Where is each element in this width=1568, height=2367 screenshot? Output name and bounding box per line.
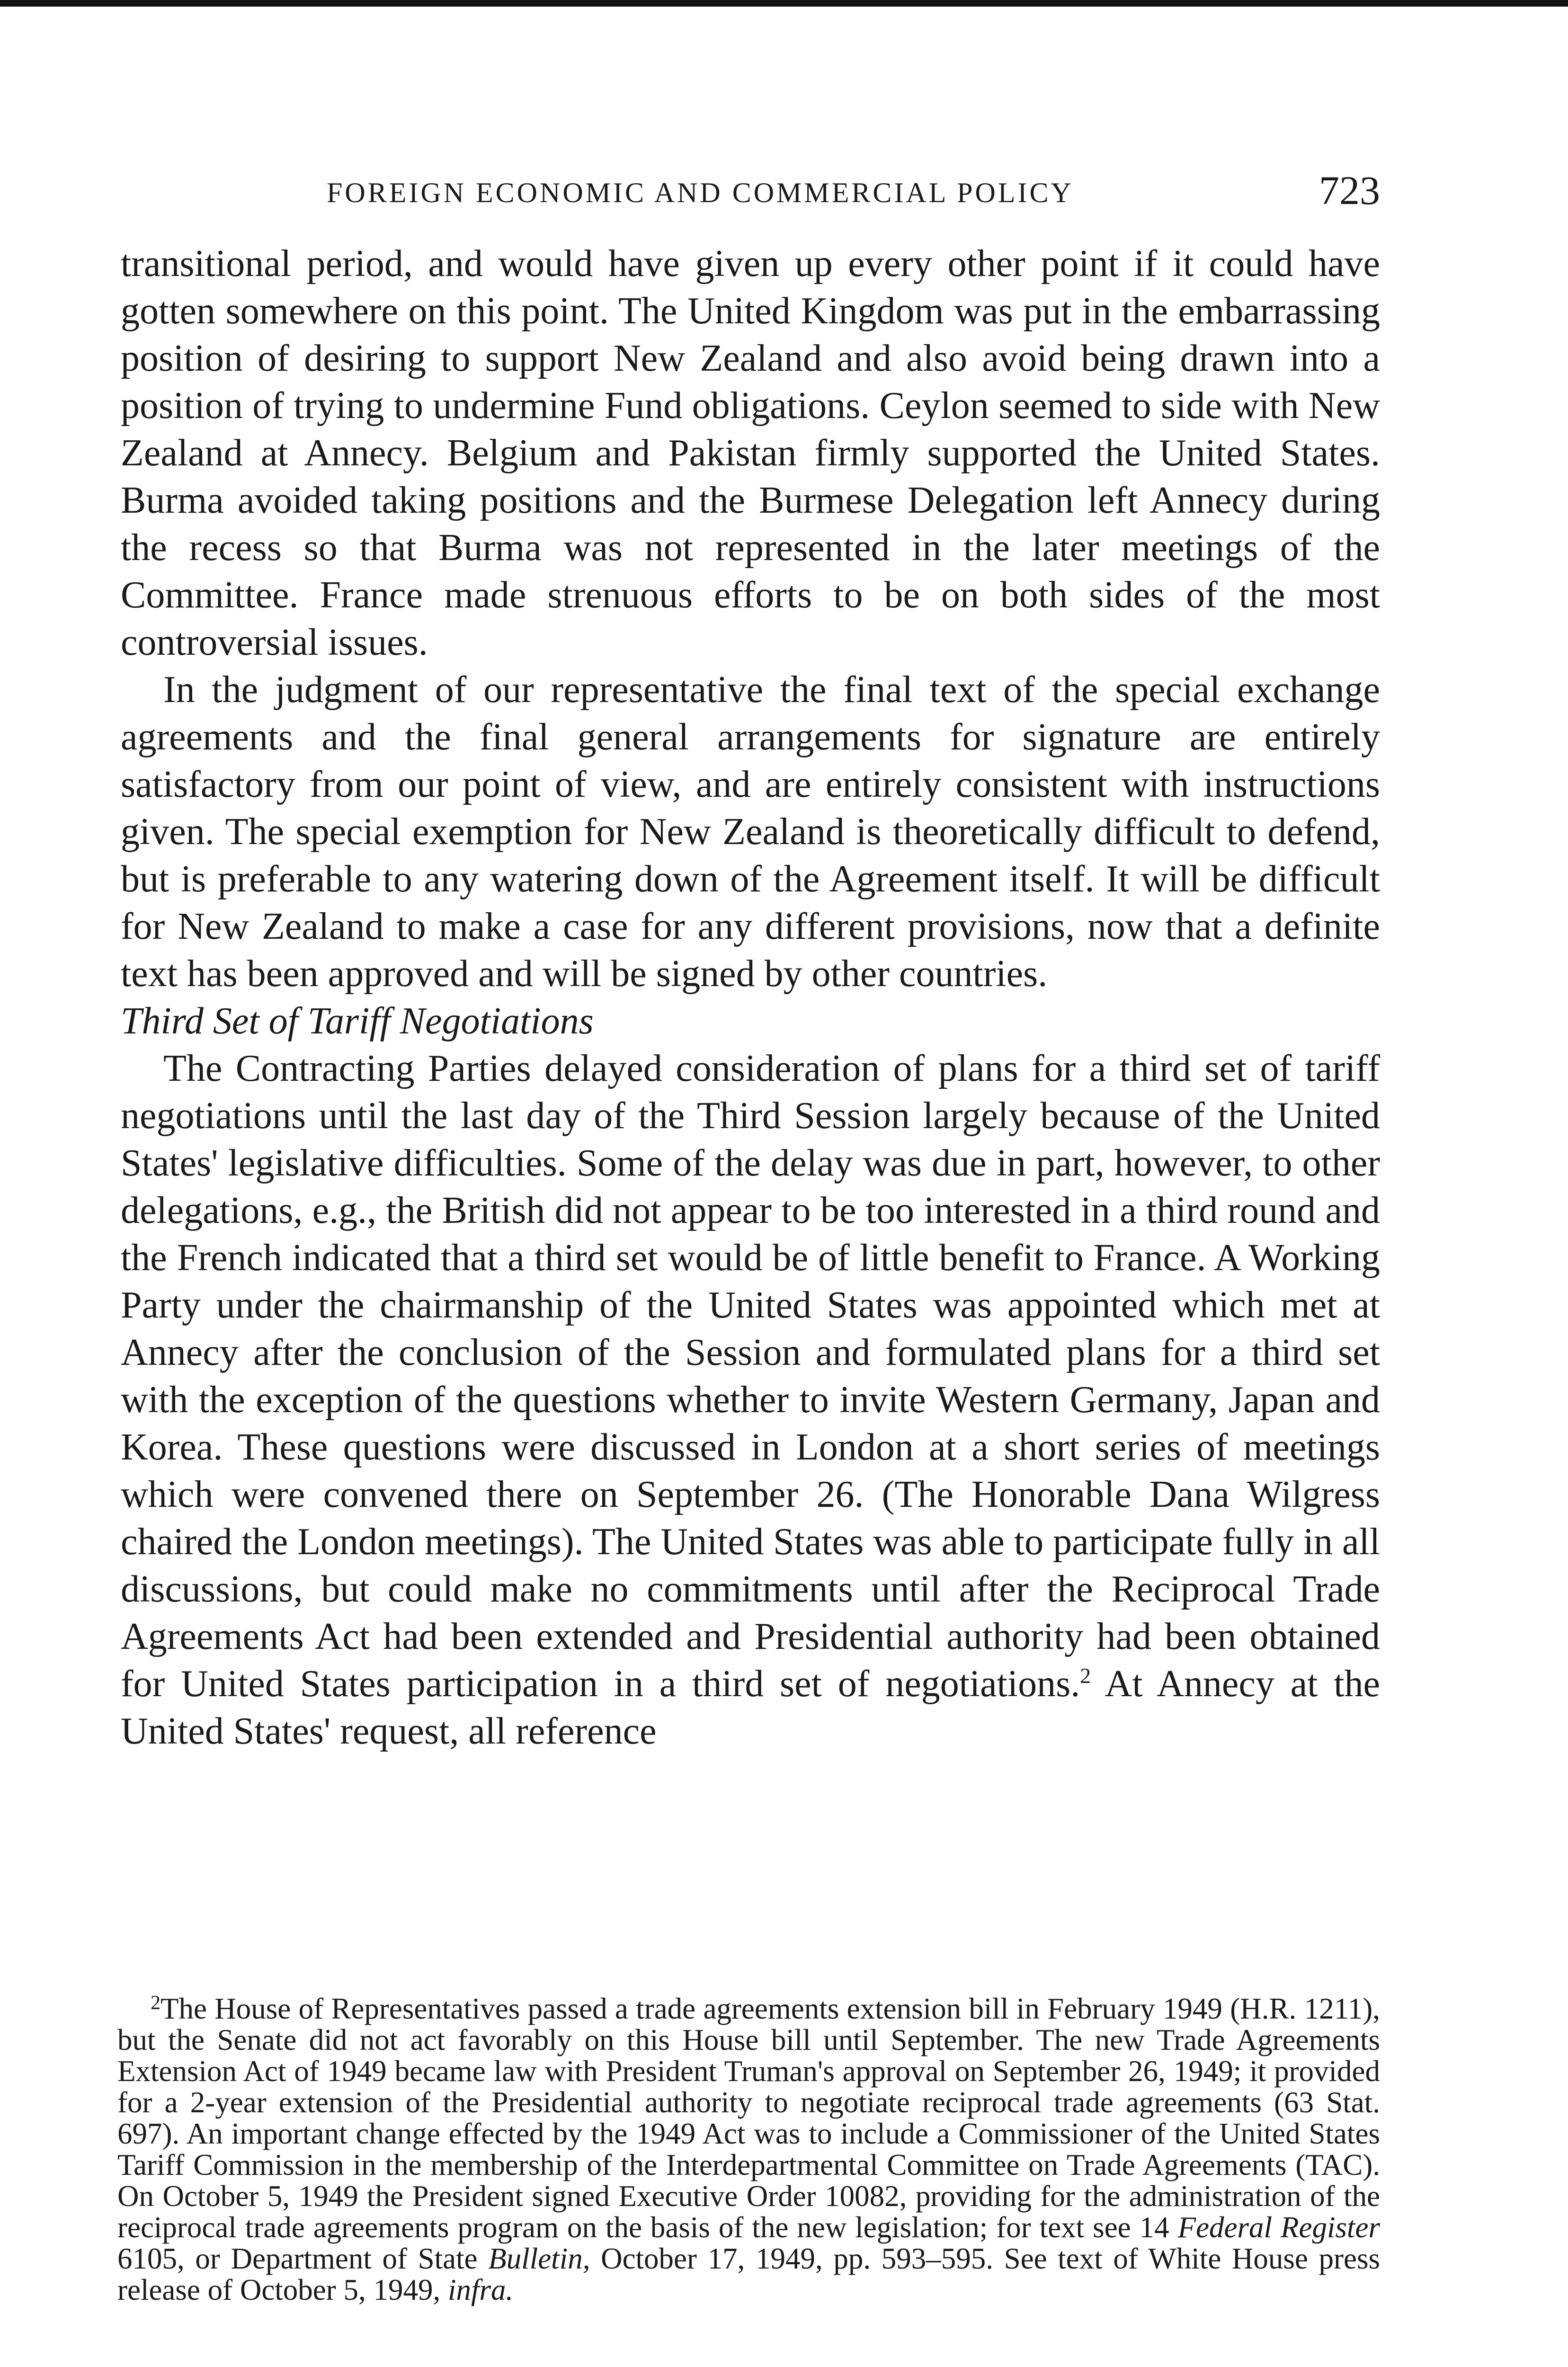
paragraph-3 [121,1045,1380,1755]
paragraph-3-text-b: At Annecy at the United States' request, all reference [121,1663,1380,1752]
footnotes [117,1993,1380,2305]
paragraph-1: transitional period, and would have given up every other point if it could have gotten somewhere on this point. The United Kingdom was put in the embarrassing position of desiring to support New Zealand and also avoid being drawn into a position of trying to undermine Fund obligations. Ceylon seemed to side with New Zealand at Annecy. Belgium and Pakistan firmly supported the United States. Burma avoided taking positions and the Burmese Delegation left Annecy during the recess so that Burma was not represented in the later meetings of the Committee. France made strenuous efforts to be on both sides of the most controversial issues. [121,243,1380,663]
running-head: FOREIGN ECONOMIC AND COMMERCIAL POLICY [327,177,1074,208]
footnote-text-c: October 17, 1949, pp. 593–595. See text of White House press release of October 5, 1949, [117,2242,1380,2306]
main-text [121,240,1380,1755]
footnote-2 [117,1993,1380,2305]
footnote-italic-infra: infra. [447,2273,514,2306]
top-border-rule [0,0,1568,7]
page-number: 723 [1319,168,1380,213]
footnote-italic-bulletin: Bulletin, [488,2242,590,2275]
footnote-mark: 2 [151,1992,160,2014]
footnote-italic-federal-register: Federal Register [1177,2211,1380,2244]
footnote-text-a: The House of Representatives passed a trade agreements extension bill in February 1949 (H.R. 1211), but the Senate did not act favorably on this House bill until September. The new Trade Agreements Extension Act of 1949 became law with President Truman's approval on September 26, 1949; it provided for a 2-year extension of the Presidential authority to negotiate reciprocal trade agreements (63 Stat. 697). An important change effected by the 1949 Act was to include a Commissioner of the United States Tariff Commission in the membership of the Interdepartmental Committee on Trade Agreements (TAC). On October 5, 1949 the President signed Executive Order 10082, providing for the administration of the reciprocal trade agreements program on the basis of the new legislation; for text see 14 [117,1992,1380,2244]
paragraph-3-text-a: The Contracting Parties delayed consideration of plans for a third set of tariff negotiations until the last day of the Third Session largely because of the United States' legislative difficulties. Some of the delay was due in part, however, to other delegations, e.g., the British did not appear to be too interested in a third round and the French indicated that a third set would be of little benefit to France. A Working Party under the chairmanship of the United States was appointed which met at Annecy after the conclusion of the Session and formulated plans for a third set with the exception of the questions whether to invite Western Germany, Japan and Korea. These questions were discussed in London at a short series of meetings which were convened there on September 26. (The Honorable Dana Wilgress chaired the London meetings). The United States was able to participate fully in all discussions, but could make no commitments until after the Reciprocal Trade Agreements Act had been extended and Presidential authority had been obtained for United States participation in a third set of negotiations. [121,1048,1380,1705]
footnote-reference: 2 [1080,1664,1091,1688]
page-header [121,167,1380,219]
footnote-text-b: 6105, or Department of State [117,2242,489,2275]
section-title: Third Set of Tariff Negotiations [121,1000,594,1042]
paragraph-2: In the judgment of our representative the final text of the special exchange agreements and the final general arrangements for signature are entirely satisfactory from our point of view, and are entirely consistent with instructions given. The special exemption for New Zealand is theoretically difficult to defend, but is preferable to any watering down of the Agreement itself. It will be difficult for New Zealand to make a case for any different provisions, now that a definite text has been approved and will be signed by other countries. [121,669,1380,995]
